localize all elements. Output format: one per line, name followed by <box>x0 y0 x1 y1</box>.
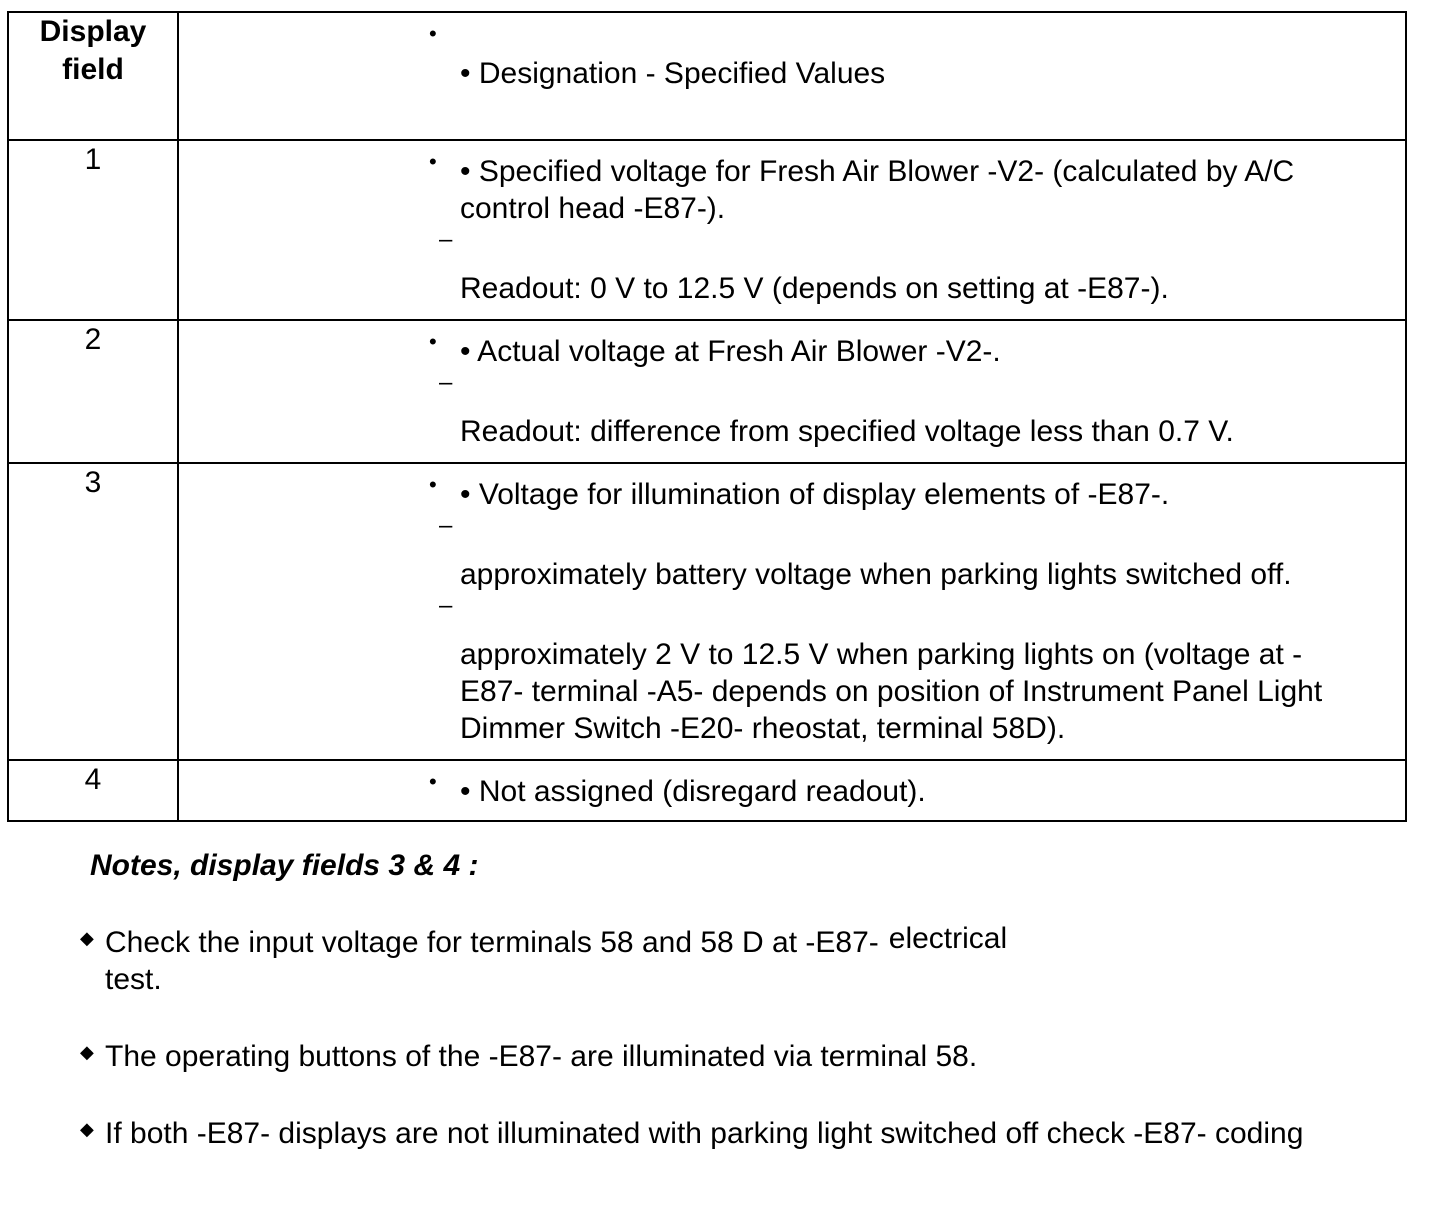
table-row <box>8 760 1406 821</box>
bullet-icon: • <box>429 472 437 497</box>
column-header-designation <box>178 12 1406 140</box>
list-item <box>179 370 1405 462</box>
table-row <box>8 463 1406 760</box>
bullet-icon: • <box>429 21 437 46</box>
list-item <box>179 513 1405 593</box>
header-designation-text: • Designation - Specified Values <box>460 57 886 90</box>
header-line-1: Display <box>39 15 147 48</box>
list-item <box>179 227 1405 319</box>
diamond-bullet-icon: ◆ <box>80 1119 94 1139</box>
table-row <box>8 320 1406 463</box>
note-text: Check the input voltage for terminals 58 and 58 D at -E87- <box>105 926 879 959</box>
item-text: approximately 2 V to 12.5 V when parking lights on (voltage at -E87- terminal -A5- depends on position of Instrument Panel Light Dimmer Switch -E20- rheostat, terminal 58D). <box>460 638 1323 745</box>
table-row <box>8 140 1406 320</box>
display-field-number: 4 <box>8 760 178 821</box>
designation-cell <box>178 760 1406 821</box>
item-text: • Not assigned (disregard readout). <box>460 775 926 808</box>
display-field-number: 2 <box>8 320 178 463</box>
item-text: • Actual voltage at Fresh Air Blower -V2-. <box>460 335 1001 368</box>
display-field-table <box>7 11 1407 822</box>
note-text-tail: electrical <box>888 922 1008 955</box>
note-item <box>80 1115 1365 1152</box>
list-item <box>179 13 1405 139</box>
list-item <box>179 321 1405 370</box>
designation-cell <box>178 320 1406 463</box>
note-item <box>80 1038 1365 1075</box>
bullet-icon: • <box>429 149 437 174</box>
column-header-display-field <box>8 12 178 140</box>
bullet-icon: • <box>429 769 437 794</box>
note-text-continuation: test. <box>105 963 162 996</box>
item-text: • Voltage for illumination of display elements of -E87-. <box>460 478 1170 511</box>
notes-title: Notes, display fields 3 & 4 : <box>90 849 479 882</box>
display-field-number: 1 <box>8 140 178 320</box>
note-text: The operating buttons of the -E87- are illuminated via terminal 58. <box>105 1040 978 1073</box>
display-field-number: 3 <box>8 463 178 760</box>
item-text: approximately battery voltage when parking lights switched off. <box>460 558 1292 591</box>
item-text: • Specified voltage for Fresh Air Blower -V2- (calculated by A/C control head -E87-). <box>460 155 1295 225</box>
designation-cell <box>178 463 1406 760</box>
list-item <box>179 141 1405 227</box>
bullet-icon: • <box>429 329 437 354</box>
dash-icon: – <box>439 512 453 539</box>
note-text: If both -E87- displays are not illuminated with parking light switched off check -E87- coding <box>105 1117 1304 1150</box>
item-text: Readout: 0 V to 12.5 V (depends on setting at -E87-). <box>460 272 1169 305</box>
dash-icon: – <box>439 369 453 396</box>
note-item <box>80 922 1365 998</box>
dash-icon: – <box>439 592 453 619</box>
diamond-bullet-icon: ◆ <box>80 928 94 948</box>
dash-icon: – <box>439 226 453 253</box>
table-header-row <box>8 12 1406 140</box>
list-item <box>179 464 1405 513</box>
header-line-2: field <box>62 53 124 86</box>
item-text: Readout: difference from specified voltage less than 0.7 V. <box>460 415 1234 448</box>
list-item <box>179 761 1405 820</box>
list-item <box>179 593 1405 759</box>
designation-cell <box>178 140 1406 320</box>
diamond-bullet-icon: ◆ <box>80 1042 94 1062</box>
